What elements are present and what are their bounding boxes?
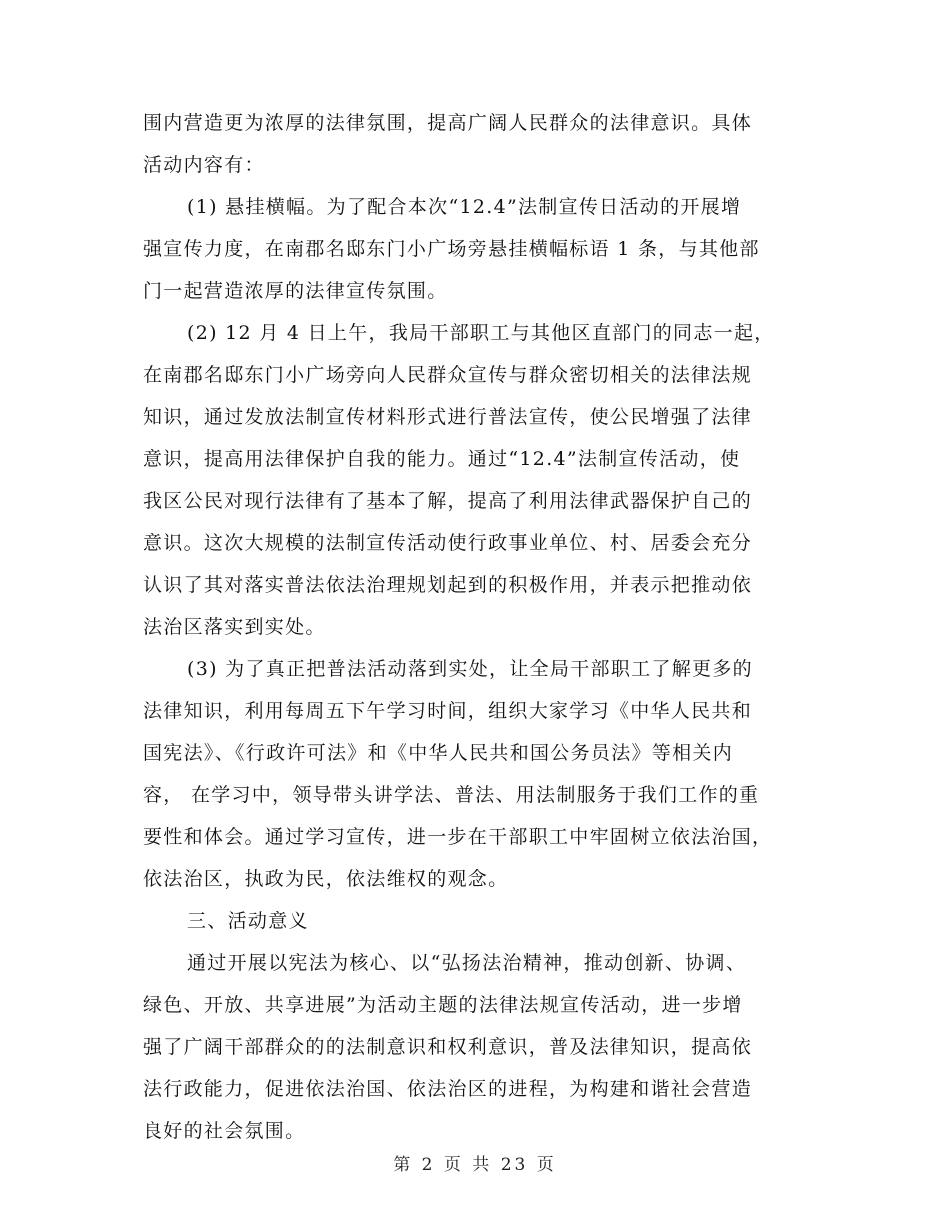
body-text-line: (1) 悬挂横幅。为了配合本次“12.4”法制宣传日活动的开展增: [187, 196, 742, 218]
body-text-line: 知识，通过发放法制宣传材料形式进行普法宣传，使公民增强了法律: [143, 406, 753, 428]
body-text-line: 强了广阔干部群众的的法制意识和权利意识，普及法律知识，提高依: [143, 1036, 753, 1058]
body-text-line: 意识，提高用法律保护自我的能力。通过“12.4”法制宣传活动，使: [143, 448, 741, 470]
body-text-line: 法行政能力，促进依法治国、依法治区的进程，为构建和谐社会营造: [143, 1078, 753, 1100]
body-text-line: 活动内容有：: [143, 154, 265, 176]
body-text-line: 良好的社会氛围。: [143, 1120, 306, 1142]
body-text-line: 依法治区，执政为民，依法维权的观念。: [143, 868, 509, 890]
body-text-line: 围内营造更为浓厚的法律氛围，提高广阔人民群众的法律意识。具体: [143, 112, 753, 134]
body-text-line: 要性和体会。通过学习宣传，进一步在干部职工中牢固树立依法治国，: [143, 826, 773, 848]
body-text-line: 在南郡名邸东门小广场旁向人民群众宣传与群众密切相关的法律法规: [143, 364, 753, 386]
body-text-line: 意识。这次大规模的法制宣传活动使行政事业单位、村、居委会充分: [143, 532, 753, 554]
body-text-line: (3) 为了真正把普法活动落到实处，让全局干部职工了解更多的: [187, 658, 753, 680]
body-text-line: 强宣传力度，在南郡名邸东门小广场旁悬挂横幅标语 1 条，与其他部: [143, 238, 760, 260]
body-text-line: 门一起营造浓厚的法律宣传氛围。: [143, 280, 448, 302]
document-body: [143, 102, 803, 1152]
body-text-line: 绿色、开放、共享进展”为活动主题的法律法规宣传活动，进一步增: [143, 994, 743, 1016]
body-text-line: 认识了其对落实普法依法治理规划起到的积极作用，并表示把推动依: [143, 574, 753, 596]
body-text-line: 国宪法》、《行政许可法》和《中华人民共和国公务员法》等相关内: [143, 742, 734, 764]
page-footer: 第 2 页 共 23 页: [393, 1155, 557, 1175]
body-text-line: 法治区落实到实处。: [143, 616, 326, 638]
body-text-line: (2) 12 月 4 日上午，我局干部职工与其他区直部门的同志一起，: [187, 322, 775, 344]
body-text-line: 我区公民对现行法律有了基本了解，提高了利用法律武器保护自己的: [143, 490, 753, 512]
body-text-line: 容， 在学习中，领导带头讲学法、普法、用法制服务于我们工作的重: [143, 784, 760, 806]
body-text-line: 三、活动意义: [187, 910, 309, 932]
body-text-line: 通过开展以宪法为核心、以“弘扬法治精神，推动创新、协调、: [187, 952, 747, 974]
body-text-line: 法律知识，利用每周五下午学习时间，组织大家学习《中华人民共和: [143, 700, 753, 722]
